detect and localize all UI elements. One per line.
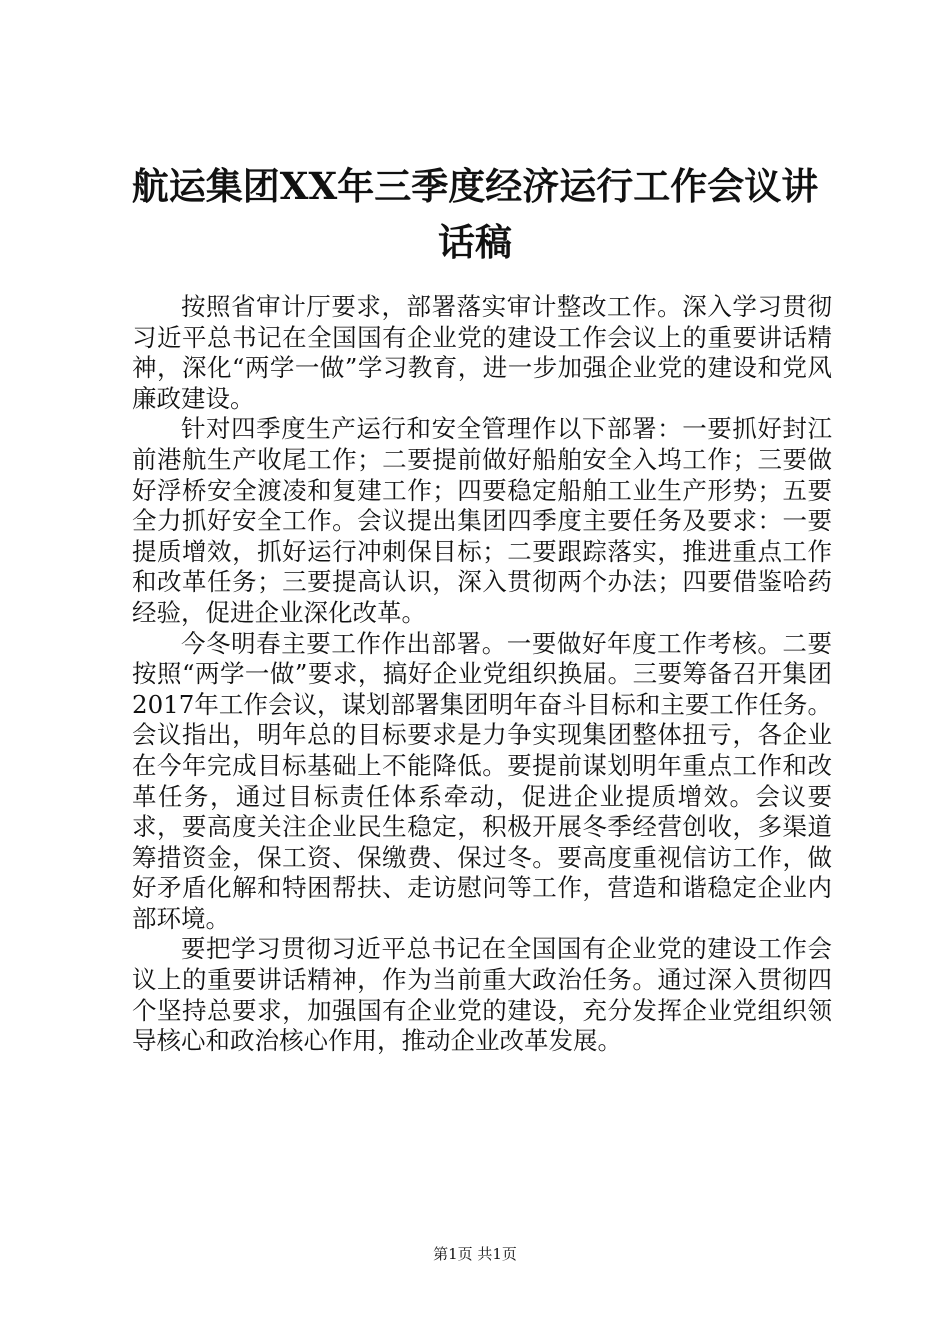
document-body [132, 292, 832, 1057]
paragraph-4: 要把学习贯彻习近平总书记在全国国有企业党的建设工作会议上的重要讲话精神，作为当前重大政治任务。通过深入贯彻四个坚持总要求，加强国有企业党的建设，充分发挥企业党组织领导核心和政治核心作用，推动企业改革发展。 [132, 934, 832, 1056]
paragraph-3: 今冬明春主要工作作出部署。一要做好年度工作考核。二要按照“两学一做”要求，搞好企业党组织换届。三要筹备召开集团2017年工作会议，谋划部署集团明年奋斗目标和主要工作任务。会议指出，明年总的目标要求是力争实现集团整体扭亏，各企业在今年完成目标基础上不能降低。要提前谋划明年重点工作和改革任务，通过目标责任体系牵动，促进企业提质增效。会议要求，要高度关注企业民生稳定，积极开展冬季经营创收，多渠道筹措资金，保工资、保缴费、保过冬。要高度重视信访工作，做好矛盾化解和特困帮扶、走访慰问等工作，营造和谐稳定企业内部环境。 [132, 628, 832, 933]
paragraph-1: 按照省审计厅要求，部署落实审计整改工作。深入学习贯彻习近平总书记在全国国有企业党的建设工作会议上的重要讲话精神，深化“两学一做”学习教育，进一步加强企业党的建设和党风廉政建设。 [132, 292, 832, 413]
paragraph-2: 针对四季度生产运行和安全管理作以下部署：一要抓好封江前港航生产收尾工作；二要提前做好船舶安全入坞工作；三要做好浮桥安全渡凌和复建工作；四要稳定船舶工业生产形势；五要全力抓好安全工作。会议提出集团四季度主要任务及要求：一要提质增效，抓好运行冲刺保目标；二要跟踪落实，推进重点工作和改革任务；三要提高认识，深入贯彻两个办法；四要借鉴哈药经验，促进企业深化改革。 [132, 414, 832, 627]
document-title: 航运集团XX年三季度经济运行工作会议讲话稿 [131, 164, 819, 264]
page-footer: 第1页 共1页 [433, 1245, 517, 1263]
